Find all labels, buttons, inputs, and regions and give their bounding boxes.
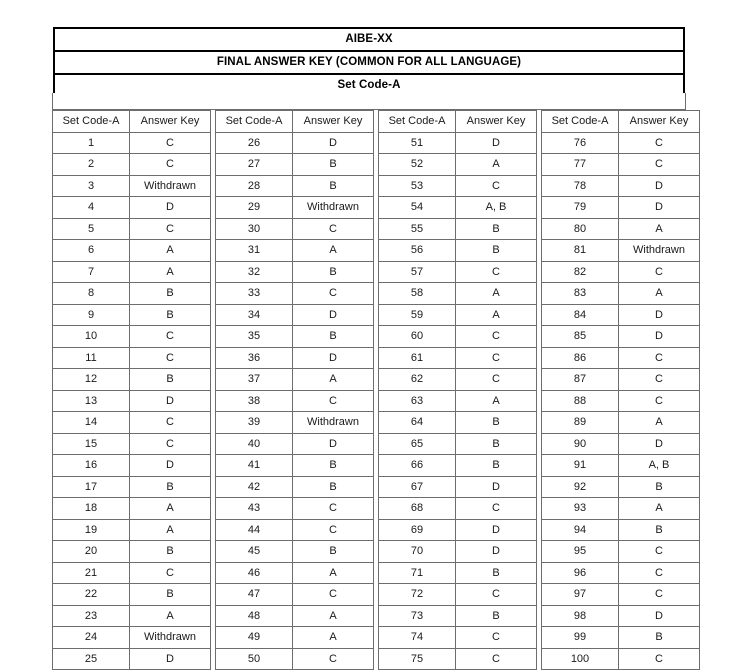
question-number: 23: [53, 605, 130, 627]
table-row: [53, 584, 700, 606]
answer-value: A: [293, 562, 374, 584]
answer-value: B: [619, 519, 700, 541]
question-number: 39: [216, 412, 293, 434]
answer-value: D: [619, 433, 700, 455]
table-row: [53, 498, 700, 520]
question-number: 32: [216, 261, 293, 283]
answer-value: C: [130, 347, 211, 369]
answer-value: B: [293, 175, 374, 197]
question-number: 21: [53, 562, 130, 584]
answer-value: A: [456, 154, 537, 176]
answer-value: Withdrawn: [293, 412, 374, 434]
answer-value: A: [456, 304, 537, 326]
answer-value: C: [619, 541, 700, 563]
column-header-set-code-1: Set Code-A: [53, 111, 130, 133]
answer-value: D: [130, 455, 211, 477]
table-row: [53, 519, 700, 541]
answer-value: D: [619, 326, 700, 348]
question-number: 44: [216, 519, 293, 541]
answer-value: A: [130, 261, 211, 283]
question-number: 96: [542, 562, 619, 584]
column-header-answer-key-3: Answer Key: [456, 111, 537, 133]
question-number: 86: [542, 347, 619, 369]
answer-value: C: [619, 369, 700, 391]
question-number: 98: [542, 605, 619, 627]
answer-value: C: [130, 154, 211, 176]
question-number: 47: [216, 584, 293, 606]
answer-value: B: [456, 218, 537, 240]
question-number: 35: [216, 326, 293, 348]
question-number: 89: [542, 412, 619, 434]
document-title-set-code: Set Code-A: [55, 75, 683, 98]
question-number: 60: [379, 326, 456, 348]
question-number: 27: [216, 154, 293, 176]
question-number: 95: [542, 541, 619, 563]
answer-value: C: [456, 175, 537, 197]
question-number: 45: [216, 541, 293, 563]
answer-value: C: [130, 132, 211, 154]
question-number: 33: [216, 283, 293, 305]
answer-value: A: [456, 390, 537, 412]
question-number: 100: [542, 648, 619, 670]
question-number: 42: [216, 476, 293, 498]
question-number: 1: [53, 132, 130, 154]
table-row: [53, 476, 700, 498]
answer-value: B: [456, 562, 537, 584]
answer-value: A: [619, 412, 700, 434]
question-number: 41: [216, 455, 293, 477]
answer-value: D: [456, 541, 537, 563]
question-number: 78: [542, 175, 619, 197]
question-number: 92: [542, 476, 619, 498]
table-row: [53, 132, 700, 154]
question-number: 65: [379, 433, 456, 455]
question-number: 8: [53, 283, 130, 305]
question-number: 7: [53, 261, 130, 283]
column-header-set-code-4: Set Code-A: [542, 111, 619, 133]
question-number: 87: [542, 369, 619, 391]
column-header-answer-key-1: Answer Key: [130, 111, 211, 133]
question-number: 67: [379, 476, 456, 498]
answer-value: A: [130, 498, 211, 520]
question-number: 59: [379, 304, 456, 326]
question-number: 15: [53, 433, 130, 455]
answer-value: B: [456, 605, 537, 627]
table-row: [53, 261, 700, 283]
answer-value: D: [456, 519, 537, 541]
answer-value: C: [456, 261, 537, 283]
answer-value: B: [293, 541, 374, 563]
answer-value: D: [293, 132, 374, 154]
table-row: [53, 541, 700, 563]
question-number: 38: [216, 390, 293, 412]
table-row: [53, 412, 700, 434]
answer-value: A: [130, 605, 211, 627]
question-number: 4: [53, 197, 130, 219]
question-number: 85: [542, 326, 619, 348]
answer-value: C: [293, 390, 374, 412]
answer-value: A: [293, 369, 374, 391]
answer-value: B: [293, 326, 374, 348]
answer-value: C: [293, 283, 374, 305]
question-number: 18: [53, 498, 130, 520]
question-number: 49: [216, 627, 293, 649]
answer-value: A: [293, 240, 374, 262]
table-row: [53, 283, 700, 305]
answer-value: B: [130, 283, 211, 305]
answer-value: B: [130, 584, 211, 606]
table-row: [53, 648, 700, 670]
answer-value: B: [456, 240, 537, 262]
question-number: 62: [379, 369, 456, 391]
question-number: 16: [53, 455, 130, 477]
answer-value: C: [619, 154, 700, 176]
answer-value: C: [293, 584, 374, 606]
question-number: 84: [542, 304, 619, 326]
table-row: [53, 605, 700, 627]
question-number: 48: [216, 605, 293, 627]
question-number: 55: [379, 218, 456, 240]
answer-value: C: [456, 498, 537, 520]
answer-value: A: [130, 519, 211, 541]
answer-value: D: [293, 347, 374, 369]
question-number: 76: [542, 132, 619, 154]
question-number: 75: [379, 648, 456, 670]
table-row: [53, 197, 700, 219]
answer-value: B: [619, 627, 700, 649]
answer-value: B: [456, 433, 537, 455]
question-number: 31: [216, 240, 293, 262]
answer-value: B: [293, 261, 374, 283]
question-number: 97: [542, 584, 619, 606]
document-title-block: [53, 27, 685, 98]
answer-value: D: [619, 605, 700, 627]
question-number: 24: [53, 627, 130, 649]
question-number: 5: [53, 218, 130, 240]
answer-value: D: [456, 476, 537, 498]
answer-value: B: [456, 412, 537, 434]
question-number: 54: [379, 197, 456, 219]
column-header-answer-key-4: Answer Key: [619, 111, 700, 133]
column-header-set-code-2: Set Code-A: [216, 111, 293, 133]
question-number: 20: [53, 541, 130, 563]
question-number: 64: [379, 412, 456, 434]
answer-value: D: [130, 648, 211, 670]
question-number: 25: [53, 648, 130, 670]
question-number: 72: [379, 584, 456, 606]
question-number: 37: [216, 369, 293, 391]
question-number: 57: [379, 261, 456, 283]
answer-value: C: [619, 648, 700, 670]
answer-value: C: [619, 347, 700, 369]
answer-value: A, B: [619, 455, 700, 477]
question-number: 14: [53, 412, 130, 434]
answer-value: Withdrawn: [130, 175, 211, 197]
table-head: [53, 111, 700, 133]
question-number: 51: [379, 132, 456, 154]
question-number: 6: [53, 240, 130, 262]
question-number: 13: [53, 390, 130, 412]
question-number: 71: [379, 562, 456, 584]
answer-value: B: [130, 541, 211, 563]
answer-value: A: [619, 283, 700, 305]
question-number: 56: [379, 240, 456, 262]
question-number: 34: [216, 304, 293, 326]
question-number: 94: [542, 519, 619, 541]
answer-value: B: [456, 455, 537, 477]
question-number: 26: [216, 132, 293, 154]
table-row: [53, 240, 700, 262]
answer-value: C: [130, 433, 211, 455]
question-number: 53: [379, 175, 456, 197]
question-number: 68: [379, 498, 456, 520]
answer-value: C: [293, 498, 374, 520]
question-number: 12: [53, 369, 130, 391]
answer-value: C: [456, 584, 537, 606]
question-number: 80: [542, 218, 619, 240]
question-number: 99: [542, 627, 619, 649]
question-number: 69: [379, 519, 456, 541]
answer-value: A: [293, 627, 374, 649]
table-row: [53, 326, 700, 348]
table-row: [53, 390, 700, 412]
question-number: 17: [53, 476, 130, 498]
question-number: 22: [53, 584, 130, 606]
question-number: 91: [542, 455, 619, 477]
question-number: 79: [542, 197, 619, 219]
table-row: [53, 627, 700, 649]
answer-value: C: [619, 562, 700, 584]
column-header-answer-key-2: Answer Key: [293, 111, 374, 133]
answer-value: A: [619, 218, 700, 240]
answer-value: D: [619, 175, 700, 197]
question-number: 11: [53, 347, 130, 369]
table-row: [53, 562, 700, 584]
answer-value: A, B: [456, 197, 537, 219]
answer-value: C: [130, 326, 211, 348]
table-row: [53, 455, 700, 477]
table-body: [53, 132, 700, 670]
answer-value: A: [130, 240, 211, 262]
answer-value: C: [456, 648, 537, 670]
table-row: [53, 175, 700, 197]
question-number: 63: [379, 390, 456, 412]
question-number: 83: [542, 283, 619, 305]
answer-value: D: [293, 433, 374, 455]
question-number: 73: [379, 605, 456, 627]
table-row: [53, 218, 700, 240]
answer-value: Withdrawn: [619, 240, 700, 262]
question-number: 29: [216, 197, 293, 219]
answer-key-table: [52, 110, 700, 670]
answer-value: B: [130, 304, 211, 326]
answer-value: D: [619, 197, 700, 219]
answer-value: B: [293, 154, 374, 176]
question-number: 61: [379, 347, 456, 369]
answer-value: Withdrawn: [130, 627, 211, 649]
table-row: [53, 347, 700, 369]
answer-value: D: [456, 132, 537, 154]
table-row: [53, 433, 700, 455]
question-number: 50: [216, 648, 293, 670]
question-number: 40: [216, 433, 293, 455]
document-title-subtitle: FINAL ANSWER KEY (COMMON FOR ALL LANGUAGE): [55, 52, 683, 75]
answer-value: C: [293, 218, 374, 240]
question-number: 2: [53, 154, 130, 176]
answer-value: C: [619, 261, 700, 283]
question-number: 66: [379, 455, 456, 477]
question-number: 93: [542, 498, 619, 520]
question-number: 90: [542, 433, 619, 455]
answer-value: D: [293, 304, 374, 326]
table-row: [53, 304, 700, 326]
answer-value: C: [456, 326, 537, 348]
answer-value: B: [293, 476, 374, 498]
answer-value: C: [130, 412, 211, 434]
question-number: 77: [542, 154, 619, 176]
answer-value: C: [130, 218, 211, 240]
question-number: 30: [216, 218, 293, 240]
answer-value: B: [130, 369, 211, 391]
answer-value: D: [130, 197, 211, 219]
question-number: 81: [542, 240, 619, 262]
question-number: 3: [53, 175, 130, 197]
question-number: 46: [216, 562, 293, 584]
answer-value: C: [619, 584, 700, 606]
answer-value: A: [456, 283, 537, 305]
column-header-set-code-3: Set Code-A: [379, 111, 456, 133]
answer-value: C: [619, 390, 700, 412]
answer-value: D: [130, 390, 211, 412]
document-title-exam: AIBE-XX: [55, 29, 683, 52]
title-table-spacer: [52, 93, 686, 110]
answer-value: C: [293, 648, 374, 670]
table-row: [53, 369, 700, 391]
answer-value: B: [293, 455, 374, 477]
question-number: 82: [542, 261, 619, 283]
question-number: 70: [379, 541, 456, 563]
answer-value: B: [619, 476, 700, 498]
answer-value: D: [619, 304, 700, 326]
question-number: 36: [216, 347, 293, 369]
answer-value: C: [619, 132, 700, 154]
question-number: 43: [216, 498, 293, 520]
question-number: 28: [216, 175, 293, 197]
question-number: 19: [53, 519, 130, 541]
answer-value: Withdrawn: [293, 197, 374, 219]
question-number: 10: [53, 326, 130, 348]
answer-value: B: [130, 476, 211, 498]
question-number: 52: [379, 154, 456, 176]
answer-value: C: [130, 562, 211, 584]
table-row: [53, 154, 700, 176]
answer-value: A: [293, 605, 374, 627]
question-number: 9: [53, 304, 130, 326]
table-header-row: [53, 111, 700, 133]
question-number: 88: [542, 390, 619, 412]
answer-value: A: [619, 498, 700, 520]
answer-value: C: [293, 519, 374, 541]
question-number: 58: [379, 283, 456, 305]
answer-value: C: [456, 627, 537, 649]
answer-value: C: [456, 369, 537, 391]
question-number: 74: [379, 627, 456, 649]
answer-value: C: [456, 347, 537, 369]
